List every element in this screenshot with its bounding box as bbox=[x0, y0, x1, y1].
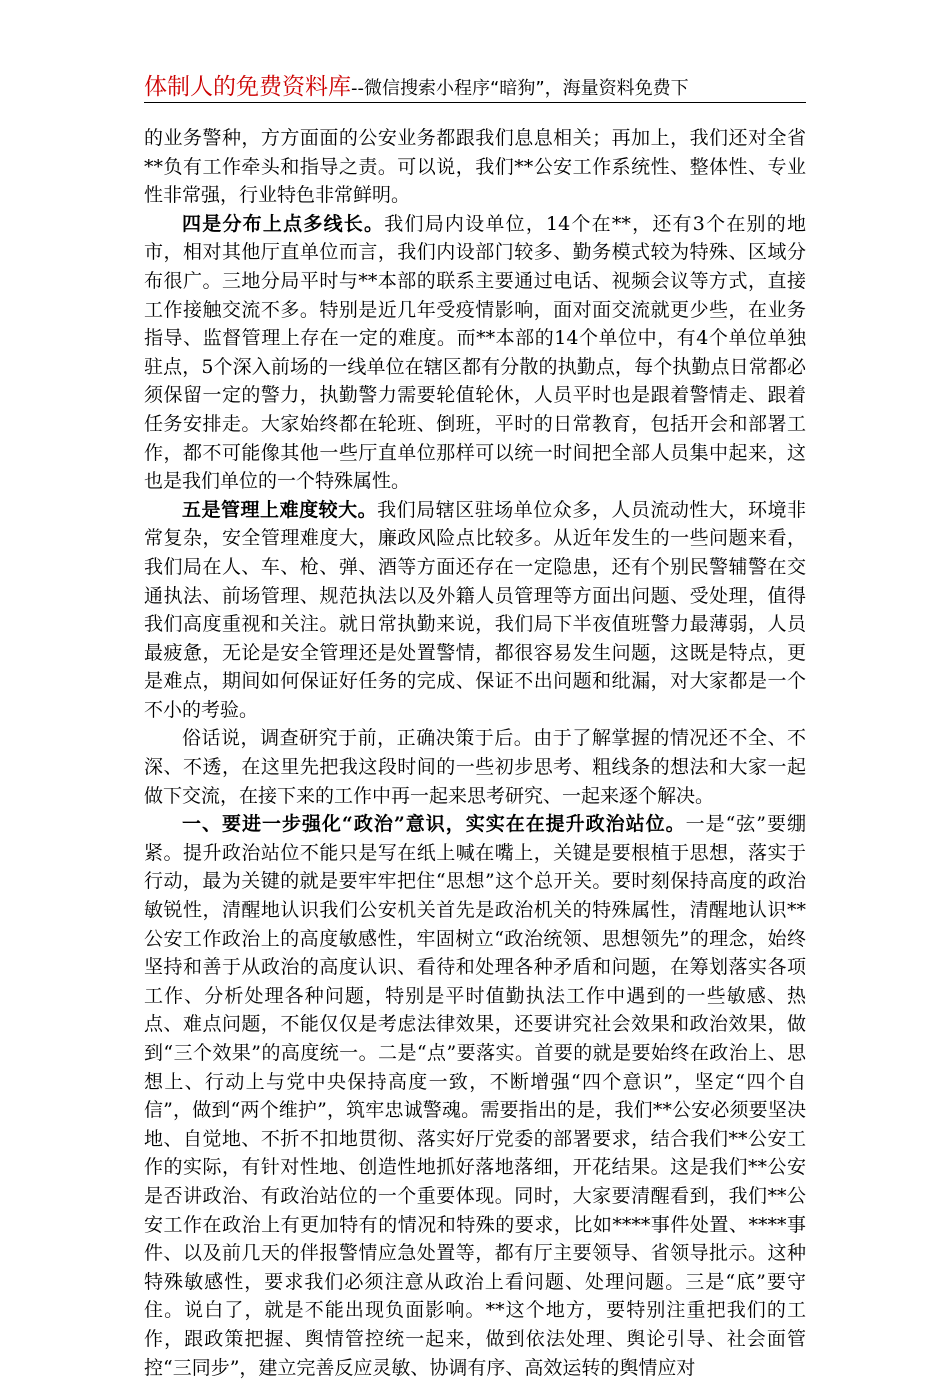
page-header bbox=[144, 68, 806, 103]
paragraph bbox=[144, 810, 806, 1382]
paragraph-text: 我们局辖区驻场单位众多，人员流动性大，环境非常复杂，安全管理难度大，廉政风险点比较多。从近年发生的一些问题来看，我们局在人、车、枪、弹、酒等方面还存在一定隐患，还有个别民警辅警在交通执法、前场管理、规范执法以及外籍人员管理等方面出问题、受处理，值得我们高度重视和关注。就日常执勤来说，我们局下半夜值班警力最薄弱，人员最疲惫，无论是安全管理还是处置警情，都很容易发生问题，这既是特点，更是难点，期间如何保证好任务的完成、保证不出问题和纰漏，对大家都是一个不小的考验。 bbox=[144, 498, 806, 721]
paragraph-text: 我们局内设单位，14个在**，还有3个在别的地市，相对其他厅直单位而言，我们内设部门较多、勤务模式较为特殊、区域分布很广。三地分局平时与**本部的联系主要通过电话、视频会议等方式，直接工作接触交流不多。特别是近几年受疫情影响，面对面交流就更少些，在业务指导、监督管理上存在一定的难度。而**本部的14个单位中，有4个单位单独驻点，5个深入前场的一线单位在辖区都有分散的执勤点，每个执勤点日常都必须保留一定的警力，执勤警力需要轮值轮休，人员平时也是跟着警情走、跟着任务安排走。大家始终都在轮班、倒班，平时的日常教育，包括开会和部署工作，都不可能像其他一些厅直单位那样可以统一时间把全部人员集中起来，这也是我们单位的一个特殊属性。 bbox=[144, 212, 806, 493]
header-brand: 体制人的免费资料库 bbox=[144, 74, 351, 100]
paragraph-text: 俗话说，调查研究于前，正确决策于后。由于了解掌握的情况还不全、不深、不透，在这里先把我这段时间的一些初步思考、粗线条的想法和大家一起做下交流，在接下来的工作中再一起来思考研究、一起来逐个解决。 bbox=[144, 727, 806, 807]
paragraph-heading: 五是管理上难度较大。 bbox=[182, 498, 378, 521]
header-tagline: --微信搜索小程序“暗狗”，海量资料免费下 bbox=[351, 78, 689, 99]
paragraph-heading: 一、要进一步强化“政治”意识，实实在在提升政治站位。 bbox=[182, 813, 686, 836]
paragraph bbox=[144, 496, 806, 725]
paragraph bbox=[144, 210, 806, 496]
paragraph-text: 一是“弦”要绷紧。提升政治站位不能只是写在纸上喊在嘴上，关键是要根植于思想，落实于行动，最为关键的就是要牢牢把住“思想”这个总开关。要时刻保持高度的政治敏锐性，清醒地认识我们公安机关首先是政治机关的特殊属性，清醒地认识**公安工作政治上的高度敏感性，牢固树立“政治统领、思想领先”的理念，始终坚持和善于从政治的高度认识、看待和处理各种矛盾和问题，在筹划落实各项工作、分析处理各种问题，特别是平时值勤执法工作中遇到的一些敏感、热点、难点问题，不能仅仅是考虑法律效果，还要讲究社会效果和政治效果，做到“三个效果”的高度统一。二是“点”要落实。首要的就是要始终在政治上、思想上、行动上与党中央保持高度一致，不断增强“四个意识”，坚定“四个自信”，做到“两个维护”，筑牢忠诚警魂。需要指出的是，我们**公安必须要坚决地、自觉地、不折不扣地贯彻、落实好厅党委的部署要求，结合我们**公安工作的实际，有针对性地、创造性地抓好落地落细，开花结果。这是我们**公安是否讲政治、有政治站位的一个重要体现。同时，大家要清醒看到，我们**公安工作在政治上有更加特有的情况和特殊的要求，比如****事件处置、****事件、以及前几天的伴报警情应急处置等，都有厅主要领导、省领导批示。这种特殊敏感性，要求我们必须注意从政治上看问题、处理问题。三是“底”要守住。说白了，就是不能出现负面影响。**这个地方，要特别注重把我们的工作，跟政策把握、舆情管控统一起来，做到依法处理、舆论引导、社会面管控“三同步”，建立完善反应灵敏、协调有序、高效运转的舆情应对 bbox=[144, 813, 806, 1379]
paragraph bbox=[144, 124, 806, 210]
paragraph bbox=[144, 724, 806, 810]
paragraph-heading: 四是分布上点多线长。 bbox=[182, 212, 385, 235]
document-body bbox=[144, 124, 806, 1382]
paragraph-text: 的业务警种，方方面面的公安业务都跟我们息息相关；再加上，我们还对全省**负有工作牵头和指导之责。可以说，我们**公安工作系统性、整体性、专业性非常强，行业特色非常鲜明。 bbox=[144, 127, 806, 207]
